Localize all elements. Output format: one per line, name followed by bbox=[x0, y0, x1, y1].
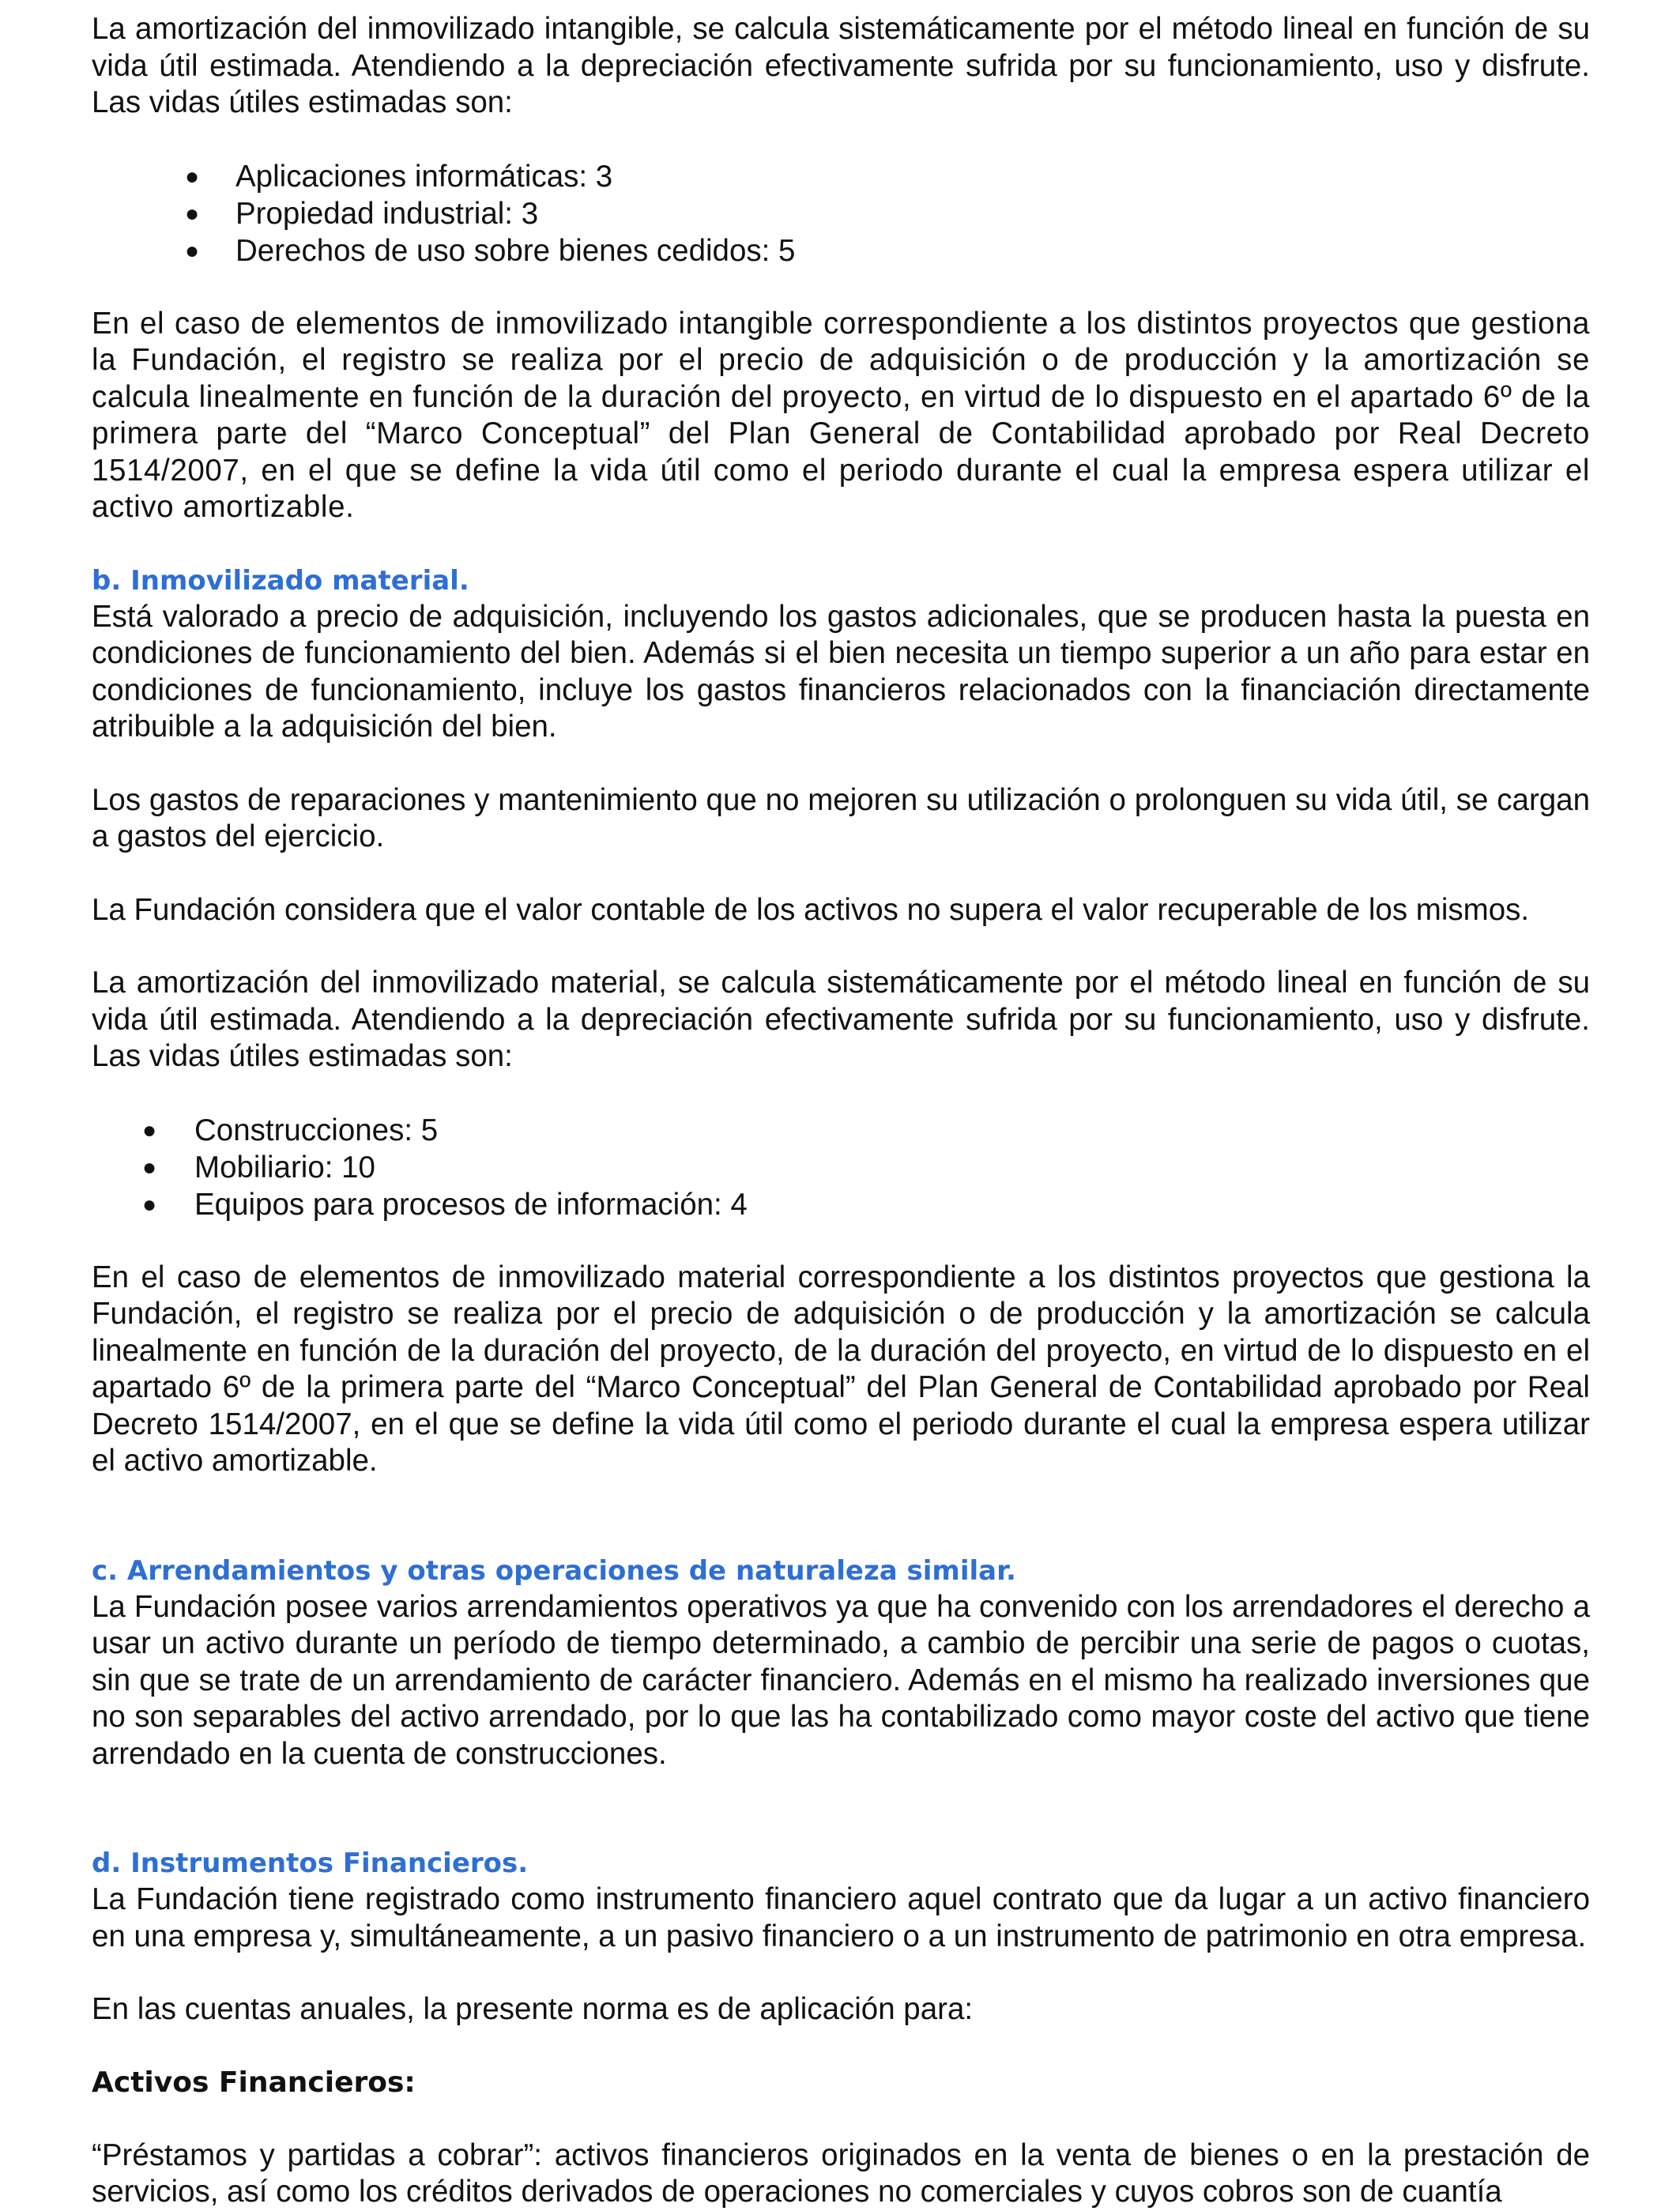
material-amortization-paragraph: La amortización del inmovilizado material, se calcula sistemáticamente por el método lineal en función de su vida útil estimada. Atendiendo a la depreciación efectivamente sufrida por su funcionamiento, uso y disfrute. Las vidas útiles estimadas son: bbox=[92, 966, 1590, 1073]
material-useful-lives-list bbox=[92, 1112, 1590, 1223]
list-item: ● Equipos para procesos de información: 4 bbox=[142, 1187, 748, 1222]
intangible-useful-lives-list bbox=[92, 158, 1590, 269]
intangible-projects-paragraph: En el caso de elementos de inmovilizado intangible correspondiente a los distintos proyectos que gestiona la Fundación, el registro se realiza por el precio de adquisición o de producción y la amortización se calcula linealmente en función de la duración del proyecto, en virtud de lo dispuesto en el apartado 6º de la primera parte del “Marco Conceptual” del Plan General de Contabilidad aprobado por Real Decreto 1514/2007, en el que se define la vida útil como el periodo durante el cual la empresa espera utilizar el activo amortizable. bbox=[92, 306, 1590, 524]
financial-scope-paragraph: En las cuentas anuales, la presente norma es de aplicación para: bbox=[92, 1992, 974, 2026]
list-item: ● Construcciones: 5 bbox=[142, 1113, 439, 1147]
document-page bbox=[92, 11, 1590, 2211]
material-repairs-paragraph: Los gastos de reparaciones y mantenimiento que no mejoren su utilización o prolonguen su vida útil, se cargan a gastos del ejercicio. bbox=[92, 782, 1590, 853]
bullet-icon: ● bbox=[142, 1191, 157, 1218]
loans-receivables-paragraph: “Préstamos y partidas a cobrar”: activos financieros originados en la venta de bienes o en la prestación de servicios, así como los créditos derivados de operaciones no comerciales y cuyos cobros son de cuantía bbox=[92, 2138, 1590, 2209]
material-projects-paragraph: En el caso de elementos de inmovilizado material correspondiente a los distintos proyectos que gestiona la Fundación, el registro se realiza por el precio de adquisición o de producción y la amortización se calcula linealmente en función de la duración del proyecto, de la duración del proyecto, en virtud de lo dispuesto en el apartado 6º de la primera parte del “Marco Conceptual” del Plan General de Contabilidad aprobado por Real Decreto 1514/2007, en el que se define la vida útil como el periodo durante el cual la empresa espera utilizar el activo amortizable. bbox=[92, 1260, 1590, 1478]
section-heading-material: b. Inmovilizado material. bbox=[92, 564, 469, 597]
bullet-icon: ● bbox=[185, 200, 200, 227]
section-heading-financial: d. Instrumentos Financieros. bbox=[92, 1848, 529, 1879]
intangible-amortization-paragraph: La amortización del inmovilizado intangible, se calcula sistemáticamente por el método lineal en función de su vida útil estimada. Atendiendo a la depreciación efectivamente sufrida por su funcionamiento, uso y disfrute. Las vidas útiles estimadas son: bbox=[92, 12, 1590, 119]
financial-instruments-paragraph: La Fundación tiene registrado como instrumento financiero aquel contrato que da lugar a un activo financiero en una empresa y, simultáneamente, a un pasivo financiero o a un instrumento de patrimonio en otra empresa. bbox=[92, 1882, 1590, 1953]
list-item: ● Propiedad industrial: 3 bbox=[185, 196, 539, 231]
bullet-icon: ● bbox=[185, 237, 200, 264]
material-recoverable-paragraph: La Fundación considera que el valor contable de los activos no supera el valor recuperable de los mismos. bbox=[92, 892, 1530, 927]
section-heading-leases: c. Arrendamientos y otras operaciones de naturaleza similar. bbox=[92, 1554, 1016, 1587]
leases-paragraph: La Fundación posee varios arrendamientos operativos ya que ha convenido con los arrendadores el derecho a usar un activo durante un período de tiempo determinado, a cambio de percibir una serie de pagos o cuotas, sin que se trate de un arrendamiento de carácter financiero. Además en el mismo ha realizado inversiones que no son separables del activo arrendado, por lo que las ha contabilizado como mayor coste del activo que tiene arrendado en la cuenta de construcciones. bbox=[92, 1589, 1590, 1771]
bullet-icon: ● bbox=[185, 163, 200, 190]
bullet-icon: ● bbox=[142, 1154, 157, 1181]
list-item: ● Aplicaciones informáticas: 3 bbox=[185, 159, 613, 194]
list-item: ● Derechos de uso sobre bienes cedidos: 5 bbox=[185, 233, 796, 268]
list-item: ● Mobiliario: 10 bbox=[142, 1150, 375, 1185]
subheading-financial-assets: Activos Financieros: bbox=[92, 2066, 416, 2099]
bullet-icon: ● bbox=[142, 1117, 157, 1143]
material-valuation-paragraph: Está valorado a precio de adquisición, incluyendo los gastos adicionales, que se producen hasta la puesta en condiciones de funcionamiento del bien. Además si el bien necesita un tiempo superior a un año para estar en condiciones de funcionamiento, incluye los gastos financieros relacionados con la financiación directamente atribuible a la adquisición del bien. bbox=[92, 599, 1590, 744]
